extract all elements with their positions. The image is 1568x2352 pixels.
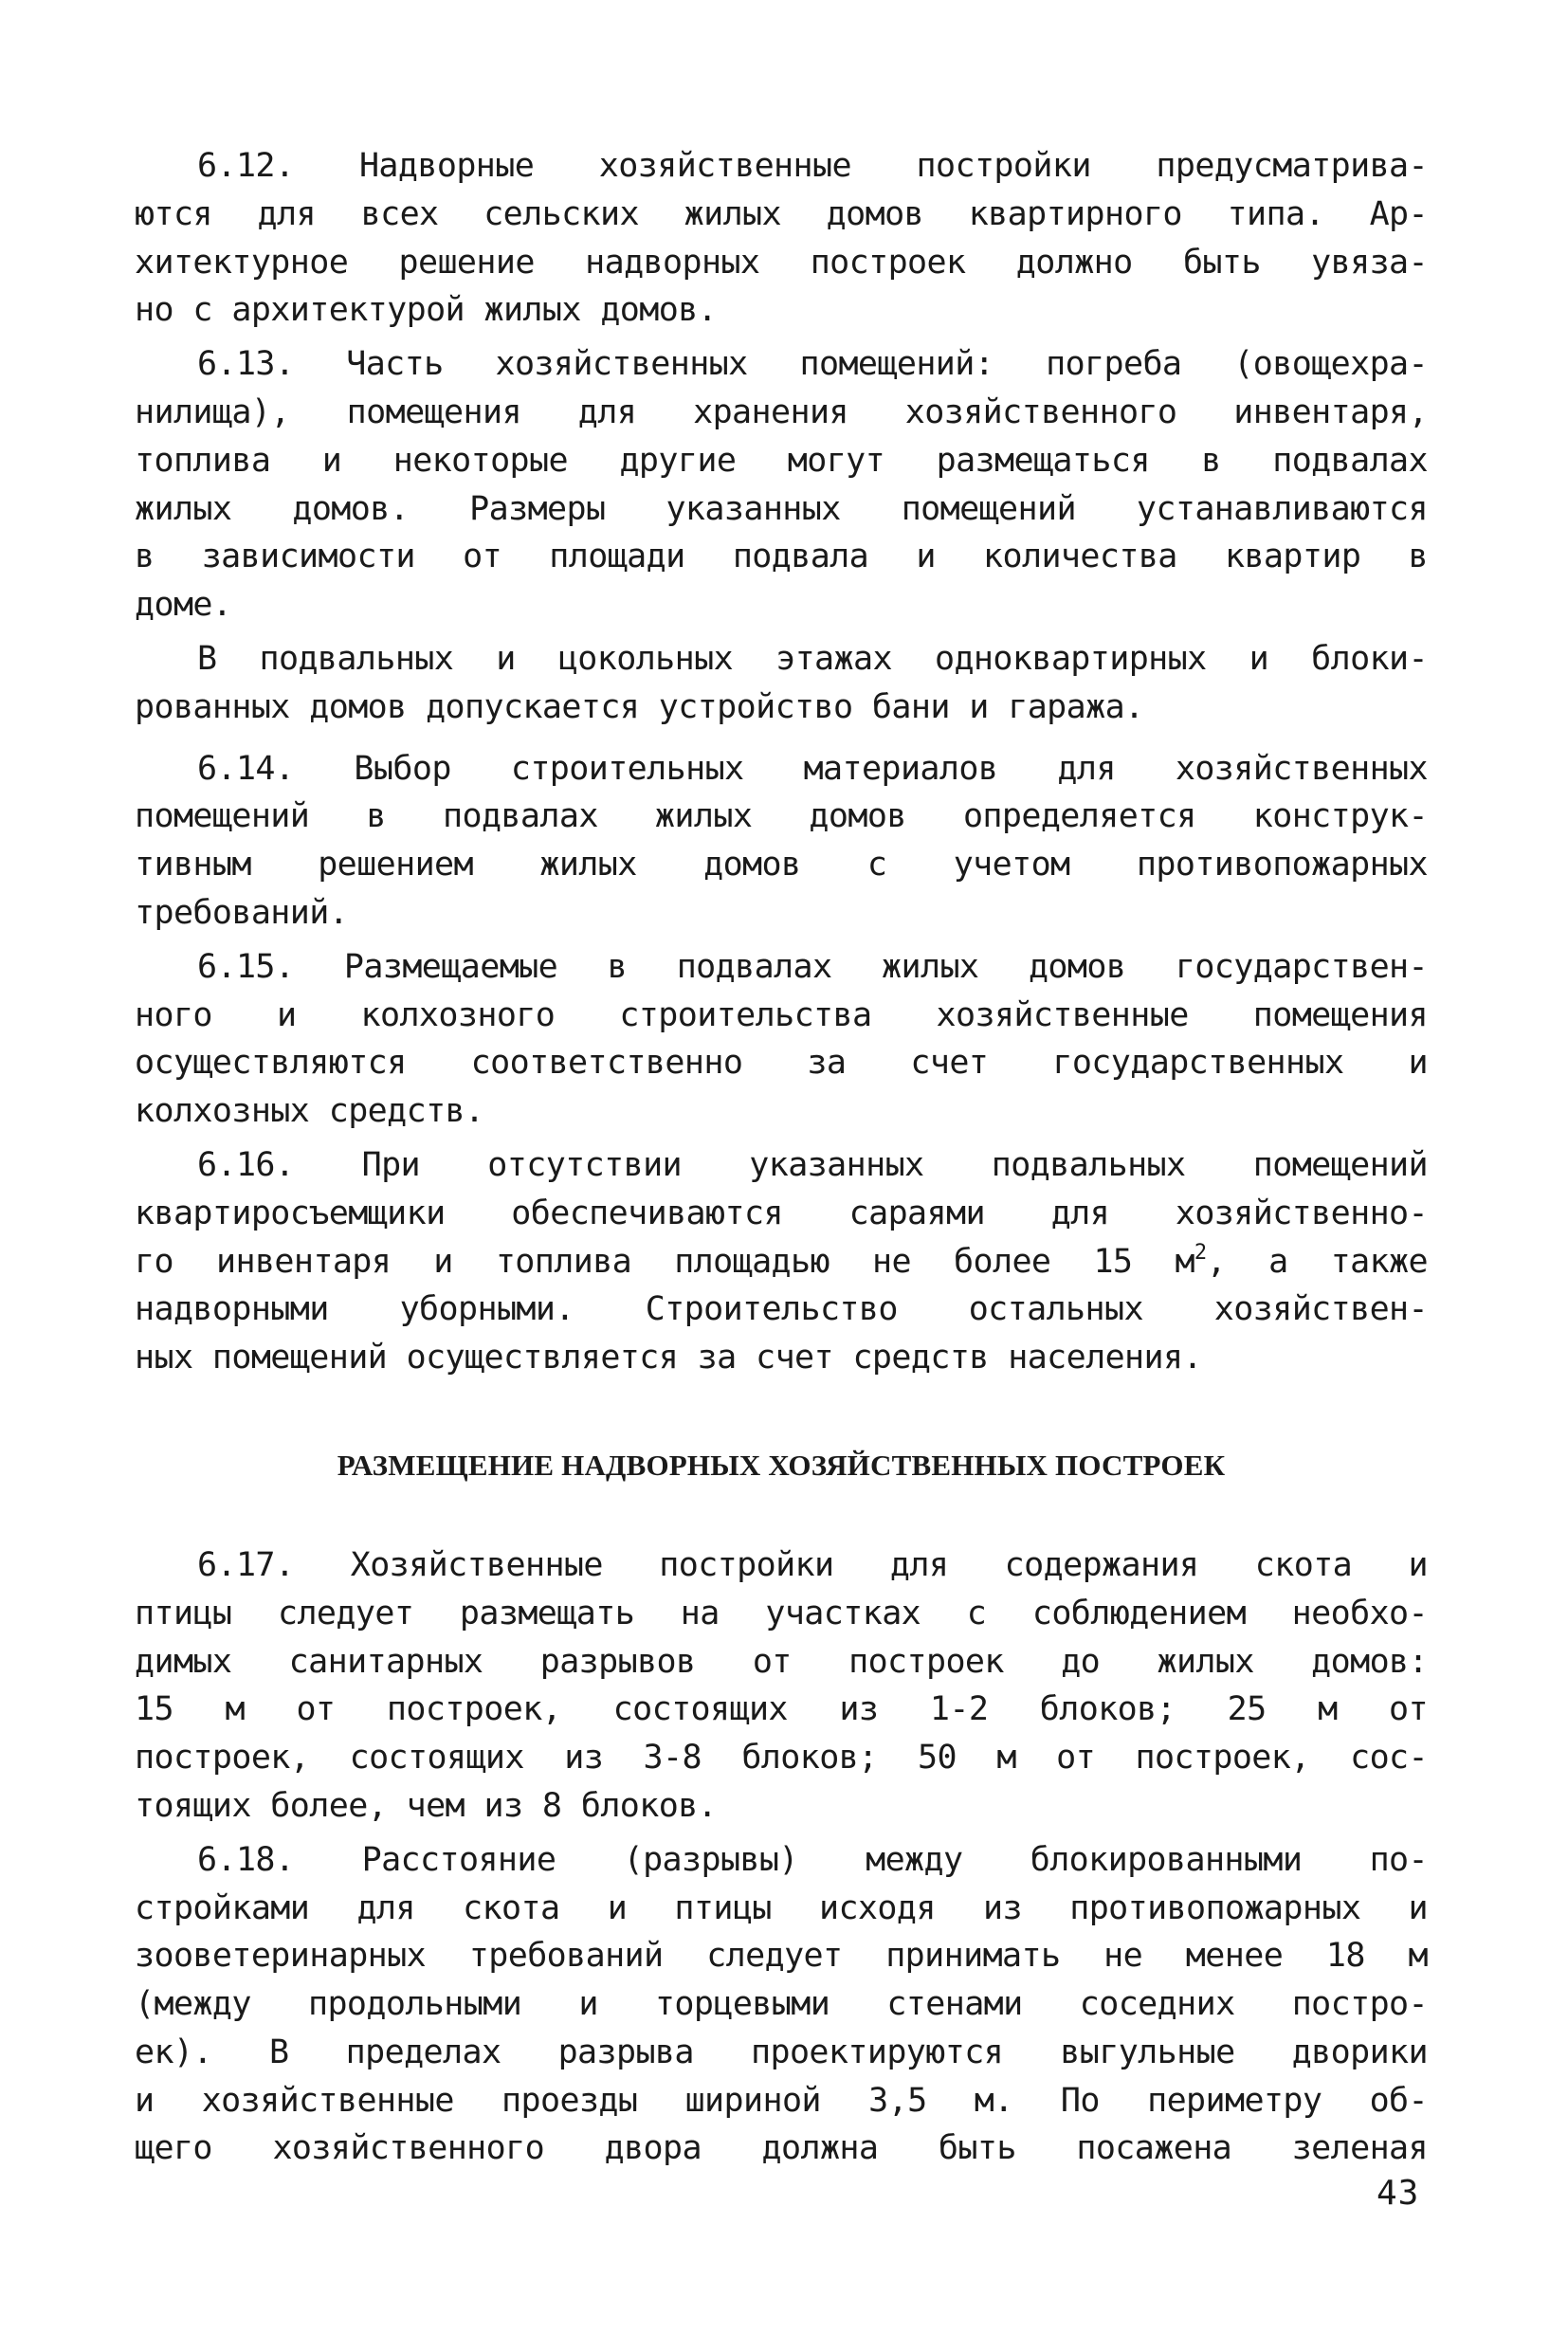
text-line: тоящих более, чем из 8 блоков. xyxy=(135,1786,718,1825)
text-line: и хозяйственные проезды шириной 3,5 м. По периметру об- xyxy=(135,2081,1428,2120)
text-line: колхозных средств. xyxy=(135,1092,484,1131)
text-line: в зависимости от площади подвала и количества квартир в xyxy=(135,538,1428,576)
superscript: 2 xyxy=(1194,1240,1207,1265)
text-line: помещений в подвалах жилых домов определяется конструк- xyxy=(135,797,1428,836)
text-line-with-superscript xyxy=(135,1238,1428,1286)
text-line: стройками для скота и птицы исходя из противопожарных и xyxy=(135,1888,1428,1927)
text-line: 6.18. Расстояние (разрывы) между блокированными по- xyxy=(197,1840,1428,1879)
text-line: В подвальных и цокольных этажах одноквартирных и блоки- xyxy=(197,639,1428,678)
section-heading: РАЗМЕЩЕНИЕ НАДВОРНЫХ ХОЗЯЙСТВЕННЫХ ПОСТРОЕК xyxy=(337,1448,1226,1482)
text-fragment: го инвентаря и топлива площадью не более 15 м xyxy=(135,1242,1194,1281)
text-line: квартиросъемщики обеспечиваются сараями для хозяйственно- xyxy=(135,1194,1428,1232)
text-line: ек). В пределах разрыва проектируются выгульные дворики xyxy=(135,2033,1428,2071)
text-line: 6.13. Часть хозяйственных помещений: погреба (овощехра- xyxy=(197,345,1428,384)
paragraph-6-18 xyxy=(135,1836,1428,2174)
text-line: 6.17. Хозяйственные постройки для содержания скота и xyxy=(197,1545,1428,1584)
text-line: ных помещений осуществляется за счет средств населения. xyxy=(135,1339,1202,1377)
paragraph-6-13-extra xyxy=(135,635,1428,732)
text-line: 6.14. Выбор строительных материалов для хозяйственных xyxy=(197,749,1428,788)
text-line: нилища), помещения для хранения хозяйственного инвентаря, xyxy=(135,392,1428,431)
document-page xyxy=(135,142,1428,2173)
page-number: 43 xyxy=(1377,2174,1420,2213)
text-line: ются для всех сельских жилых домов квартирного типа. Ар- xyxy=(135,194,1428,233)
text-line: димых санитарных разрывов от построек до жилых домов: xyxy=(135,1642,1428,1681)
paragraph-6-13 xyxy=(135,340,1428,629)
text-fragment: , а также xyxy=(1206,1242,1428,1281)
text-line: птицы следует размещать на участках с соблюдением необхо- xyxy=(135,1594,1428,1632)
text-line: зооветеринарных требований следует принимать не менее 18 м xyxy=(135,1937,1428,1976)
text-line: требований. xyxy=(135,893,349,932)
text-line: 6.16. При отсутствии указанных подвальных помещений xyxy=(197,1145,1428,1184)
text-line: надворными уборными. Строительство остальных хозяйствен- xyxy=(135,1290,1428,1329)
paragraph-6-16 xyxy=(135,1141,1428,1382)
text-line: 6.15. Размещаемые в подвалах жилых домов государствен- xyxy=(197,947,1428,986)
text-line: топлива и некоторые другие могут размещаться в подвалах xyxy=(135,441,1428,480)
text-line: осуществляются соответственно за счет государственных и xyxy=(135,1044,1428,1083)
text-line: доме. xyxy=(135,586,232,625)
text-line: 15 м от построек, состоящих из 1-2 блоков; 25 м от xyxy=(135,1690,1428,1729)
text-line: ного и колхозного строительства хозяйственные помещения xyxy=(135,995,1428,1034)
text-line: но с архитектурой жилых домов. xyxy=(135,291,718,330)
text-line: хитектурное решение надворных построек должно быть увяза- xyxy=(135,243,1428,282)
paragraph-6-15 xyxy=(135,943,1428,1136)
paragraph-6-17 xyxy=(135,1541,1428,1831)
text-line: щего хозяйственного двора должна быть посажена зеленая xyxy=(135,2129,1428,2168)
text-line: жилых домов. Размеры указанных помещений устанавливаются xyxy=(135,489,1428,528)
text-line: (между продольными и торцевыми стенами соседних постро- xyxy=(135,1985,1428,2024)
text-line: рованных домов допускается устройство бани и гаража. xyxy=(135,687,1144,726)
paragraph-6-12 xyxy=(135,142,1428,335)
paragraph-6-14 xyxy=(135,745,1428,938)
text-line: тивным решением жилых домов с учетом противопожарных xyxy=(135,846,1428,884)
text-line: построек, состоящих из 3-8 блоков; 50 м от построек, сос- xyxy=(135,1739,1428,1778)
text-line: 6.12. Надворные хозяйственные постройки предусматрива- xyxy=(197,147,1428,185)
